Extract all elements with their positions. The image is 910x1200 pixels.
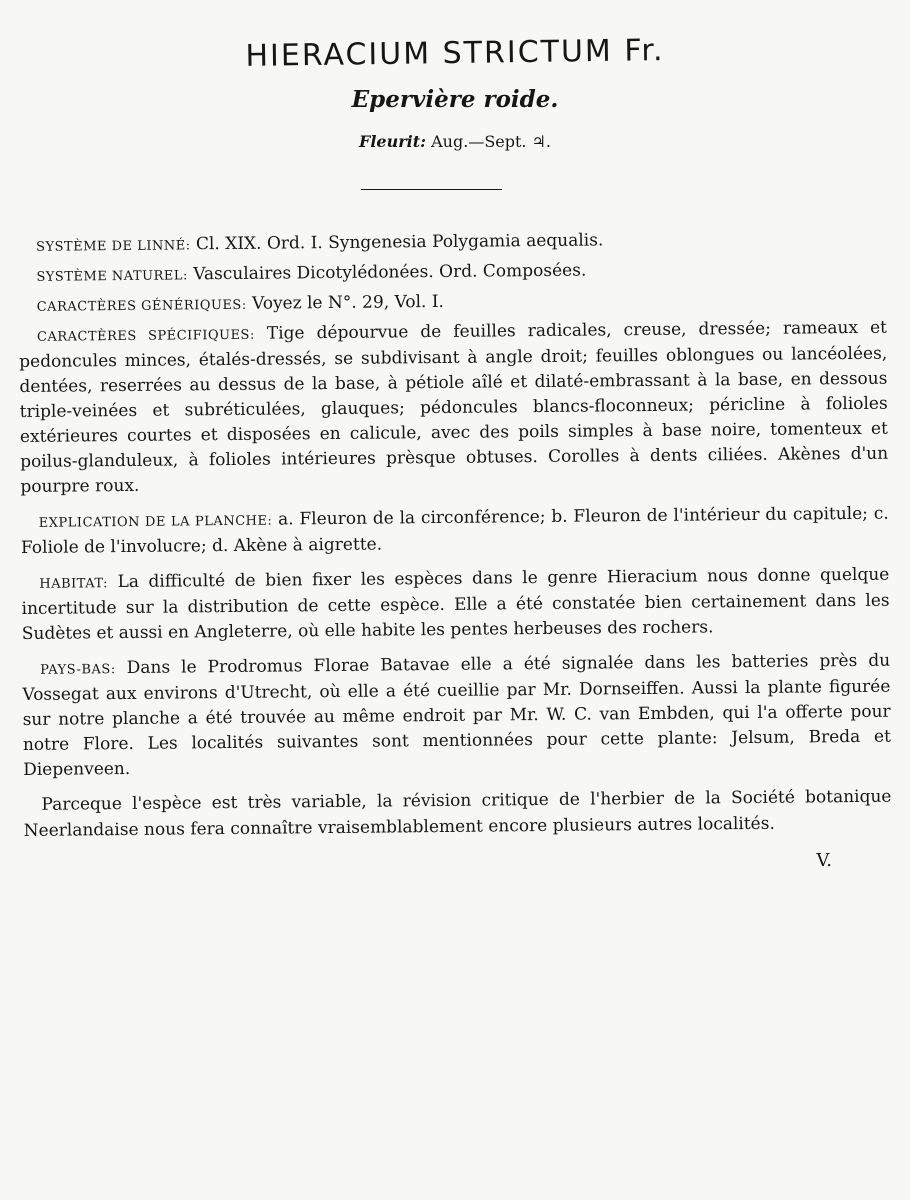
flowering-period bbox=[0, 132, 910, 151]
section-text: Tige dépourvue de feuilles radicales, creuse, dressée; rameaux et pedoncules minces, étalés-dressés, se subdivisant à angle droit; feuilles oblongues ou lancéolées, dentées, reserrées au dessus de la base, à pétiole aîlé et dilaté-embrassant à la base, en dessous triple-veinées et subréticulées, glauques; pédoncules blancs-floconneux; péricline à folioles extérieures courtes et disposées en calicule, avec des poils simples à base noire, tomenteux et poilus-glanduleux, à folioles intérieures prèsque obtuses. Corolles à dents ciliées. Akènes d'un pourpre roux. bbox=[19, 317, 889, 497]
paragraph-netherlands bbox=[22, 649, 891, 783]
section-label: HABITAT: bbox=[39, 576, 109, 592]
section-text: Vasculaires Dicotylédonées. Ord. Composées. bbox=[187, 260, 587, 285]
page-title: HIERACIUM STRICTUM Fr. bbox=[245, 33, 665, 74]
section-text: a. Fleuron de la circonférence; b. Fleuron de l'intérieur du capitule; c. Foliole de l'involucre; d. Akène à aigrette. bbox=[20, 503, 889, 558]
section-label: CARACTÈRES GÉNÉRIQUES: bbox=[36, 297, 247, 315]
page-subtitle: Epervière roide. bbox=[351, 86, 559, 113]
paragraph-plate-explanation bbox=[21, 502, 889, 561]
section-text: Cl. XIX. Ord. I. Syngenesia Polygamia aequalis. bbox=[190, 230, 604, 255]
title-divider bbox=[361, 189, 502, 190]
section-text: La difficulté de bien fixer les espèces dans le genre Hieracium nous donne quelque incertitude sur la distribution de cette espèce. Elle a été constatée bien certainement dans les Sudètes et aussi en Angleterre, où elle habite les pentes herbeuses des rochers. bbox=[21, 564, 890, 644]
section-label: PAYS-BAS: bbox=[40, 662, 116, 678]
section-text: Parceque l'espèce est très variable, la révision critique de l'herbier de la Société botanique Neerlandaise nous fera connaître vraisemblablement encore plusieurs autres localités. bbox=[23, 786, 892, 841]
paragraph-specific-characters bbox=[19, 316, 889, 500]
flowering-label: Fleurit: bbox=[358, 132, 427, 151]
body-text bbox=[18, 226, 892, 854]
section-label: SYSTÈME DE LINNÉ: bbox=[36, 238, 191, 255]
paragraph-closing bbox=[23, 785, 891, 844]
section-text: Dans le Prodromus Florae Batavae elle a été signalée dans les batteries près du Vossegat aux environs d'Utrecht, où elle a été cueillie par Mr. Dornseiffen. Aussi la plante figurée sur notre planche a été trouvée au même endroit par Mr. W. C. van Embden, qui l'a offerte pour notre Flore. Les localités suivantes sont mentionnées pour cette plante: Jelsum, Breda et Diepenveen. bbox=[22, 650, 891, 780]
paragraph-linne-system bbox=[18, 226, 886, 260]
section-label: SYSTÈME NATUREL: bbox=[36, 268, 188, 285]
paragraph-generic-characters bbox=[19, 286, 887, 320]
paragraph-natural-system bbox=[18, 256, 886, 290]
paragraph-habitat bbox=[21, 563, 890, 647]
flowering-value: Aug.—Sept. ♃. bbox=[431, 132, 552, 151]
section-label: CARACTÈRES SPÉCIFIQUES: bbox=[36, 327, 255, 345]
author-signature: V. bbox=[816, 850, 832, 871]
section-text: Voyez le N°. 29, Vol. I. bbox=[246, 291, 444, 314]
section-label: EXPLICATION DE LA PLANCHE: bbox=[38, 513, 273, 531]
